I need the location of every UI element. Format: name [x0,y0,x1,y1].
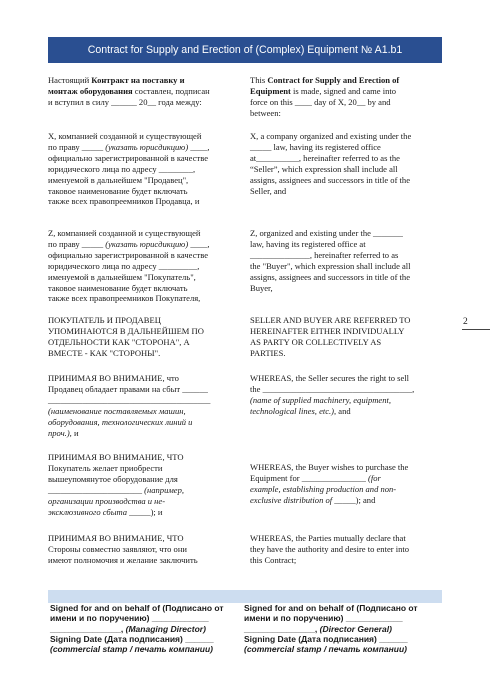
ru-seller-line: ____, [188,141,210,152]
ru-whereas-line: ______________________ [48,484,145,495]
en-buyer-line: ______________, hereinafter referred to as [250,249,399,260]
ru-seller-line: также всех правопреемников Продавца, и [48,196,200,207]
ru-contract-name: монтаж оборудования [48,85,133,96]
ru-parties-line: УПОМИНАЮТСЯ В ДАЛЬНЕЙШЕМ ПО [48,325,204,336]
en-parties-line: SELLER AND BUYER ARE REFERRED TO [250,315,411,325]
en-seller-clause [250,131,442,196]
signature-line: имени и по поручению) ____________ [244,613,403,624]
ru-purpose-hint: эксклюзивного сбыта _____ [48,506,151,517]
en-goods-hint: technological lines, etc.) [250,405,335,416]
ru-whereas-line: ПРИНИМАЯ ВО ВНИМАНИЕ, ЧТО [48,533,184,543]
ru-jurisdiction-hint: (указать юрисдикцию) [105,238,189,249]
ru-intro-text: Настоящий [48,75,92,85]
ru-seller-line: таковое наименование будет включать [48,185,188,196]
signature-band [48,590,442,603]
en-whereas-line: WHEREAS, the Buyer wishes to purchase the [250,462,409,472]
ru-seller-line: юридического лица по адресу ________, [48,163,196,174]
en-parties-line: PARTIES. [250,347,286,358]
ru-goods-hint: проч.) [48,427,70,438]
en-purpose-hint: example, establishing production and non- [250,483,397,494]
ru-parties-line: ПОКУПАТЕЛЬ И ПРОДАВЕЦ [48,315,161,325]
signature-line: Signed for and on behalf of (Подписано от [50,603,224,613]
ru-buyer-line: также всех правопреемников Покупателя, [48,293,201,304]
en-contract-name: Contract for Supply and Erection of [267,75,400,85]
en-buyer-line: Buyer, [250,282,273,293]
en-contract-name: Equipment [250,85,291,96]
en-whereas-line: the ___________________________________, [250,383,415,394]
ru-whereas-line: Продавец обладает правами на сбыт ______ [48,383,208,394]
ru-goods-hint: оборудования, технологических линий и [48,416,193,427]
ru-whereas-line: Покупатель желает приобрести [48,462,163,473]
en-purpose-hint: (for [367,472,381,483]
ru-whereas-line: ПРИНИМАЯ ВО ВНИМАНИЕ, что [48,373,179,383]
en-parties-clause [250,315,442,359]
ru-whereas-line: ); и [150,506,163,517]
signatory-title: (Director General) [319,623,392,634]
ru-buyer-line: Z, компанией созданной и существующей [48,228,201,238]
ru-buyer-clause [48,228,238,304]
page-number: 2 [463,317,468,327]
en-seller-line: assigns, assignees and successors in title of the [250,174,410,185]
signature-line: Signed for and on behalf of (Подписано от [244,603,418,613]
ru-intro [48,75,238,108]
en-intro-text: force on this ____ day of X, 20__ by and [250,96,391,107]
en-whereas-line: , and [334,405,351,416]
en-whereas-line: this Contract; [250,554,297,565]
en-purpose-hint: exclusive distribution of _____ [250,494,356,505]
ru-whereas-parties [48,533,238,566]
en-goods-hint: (name of supplied machinery, equipment, [250,394,391,405]
signing-date: Signing Date (Дата подписания) ______ [50,633,214,644]
en-seller-line: at__________, hereinafter referred to as the [250,152,400,163]
en-intro [250,75,442,119]
ru-jurisdiction-hint: (указать юрисдикцию) [105,141,189,152]
signature-line: имени и по поручению) ____________ [50,613,209,624]
ru-whereas-line: Стороны совместно заявляют, что они [48,543,187,554]
en-buyer-line: Z, organized and existing under the _______ [250,228,403,238]
en-intro-text: is made, signed and came into [290,85,397,96]
ru-seller-clause [48,131,238,207]
company-stamp-note: (commercial stamp / печать компании) [50,644,213,655]
ru-purpose-hint: организации производства и не- [48,495,166,506]
en-intro-text: between: [250,107,281,118]
signatory-title: (Managing Director) [125,623,206,634]
ru-buyer-line: таковое наименование будет включать [48,282,188,293]
en-whereas-line: WHEREAS, the Seller secures the right to sell [250,373,410,383]
ru-parties-clause [48,315,238,359]
ru-whereas-line: ______________________________________ [48,394,211,405]
en-whereas-line: WHEREAS, the Parties mutually declare that [250,533,406,543]
en-seller-line: X, a company organized and existing under the [250,131,412,141]
ru-buyer-line: официально зарегистрированной в качестве [48,249,208,260]
en-whereas-line: they have the authority and desire to enter into [250,543,410,554]
signature-block-right [244,603,440,654]
en-seller-line: _____ law, having its registered office [250,141,381,152]
ru-buyer-line: именуемой в дальнейшем "Покупатель", [48,271,196,282]
ru-seller-line: именуемой в дальнейшем "Продавец", [48,174,189,185]
en-seller-line: Seller, and [250,185,287,196]
ru-parties-line: ВМЕСТЕ - КАК "СТОРОНЫ". [48,347,161,358]
ru-intro-text: и вступил в силу ______ 20__ года между: [48,96,202,107]
company-stamp-note: (commercial stamp / печать компании) [244,644,407,655]
ru-parties-line: ОТДЕЛЬНОСТИ КАК "СТОРОНА", А [48,336,190,347]
en-parties-line: HEREINAFTER EITHER INDIVIDUALLY [250,325,405,336]
en-whereas-seller [250,373,442,417]
en-buyer-line: law, having its registered office at [250,238,366,249]
ru-seller-line: по праву _____ [48,141,106,152]
en-buyer-clause [250,228,442,293]
ru-whereas-line: вышеупомянутое оборудование для [48,473,178,484]
page-number-rule [462,329,490,330]
signing-date: Signing Date (Дата подписания) ______ [244,633,408,644]
ru-whereas-line: ПРИНИМАЯ ВО ВНИМАНИЕ, ЧТО [48,452,184,462]
signature-block-left [50,603,240,654]
signature-line: _______________, [244,623,320,634]
ru-intro-text: составлен, подписан [132,85,210,96]
en-whereas-line: Equipment for _______________ [250,472,368,483]
document-title: Contract for Supply and Erection of (Complex) Equipment № A1.b1 [48,37,442,63]
ru-buyer-line: юридического лица по адресу _________, [48,260,200,271]
en-whereas-buyer [250,462,442,506]
ru-seller-line: официально зарегистрированной в качестве [48,152,208,163]
en-buyer-line: the "Buyer", which expression shall include all [250,260,411,271]
ru-whereas-line: имеют полномочия и желание заключить [48,554,198,565]
ru-contract-name: Контракт на поставку и [91,75,185,85]
signature-line: _______________, [50,623,126,634]
en-whereas-line: ); and [355,494,376,505]
en-whereas-parties [250,533,442,566]
ru-buyer-line: ____, [188,238,210,249]
ru-whereas-buyer [48,452,238,517]
ru-buyer-line: по праву _____ [48,238,106,249]
ru-whereas-line: , и [69,427,79,438]
en-parties-line: AS PARTY OR COLLECTIVELY AS [250,336,382,347]
ru-seller-line: X, компанией созданной и существующей [48,131,202,141]
ru-goods-hint: (наименование поставляемых машин, [48,405,186,416]
ru-whereas-seller [48,373,238,438]
ru-purpose-hint: (например, [144,484,184,495]
en-seller-line: “Seller”, which expression shall include all [250,163,398,174]
en-intro-text: This [250,75,268,85]
en-buyer-line: assigns, assignees and successors in title of the [250,271,410,282]
